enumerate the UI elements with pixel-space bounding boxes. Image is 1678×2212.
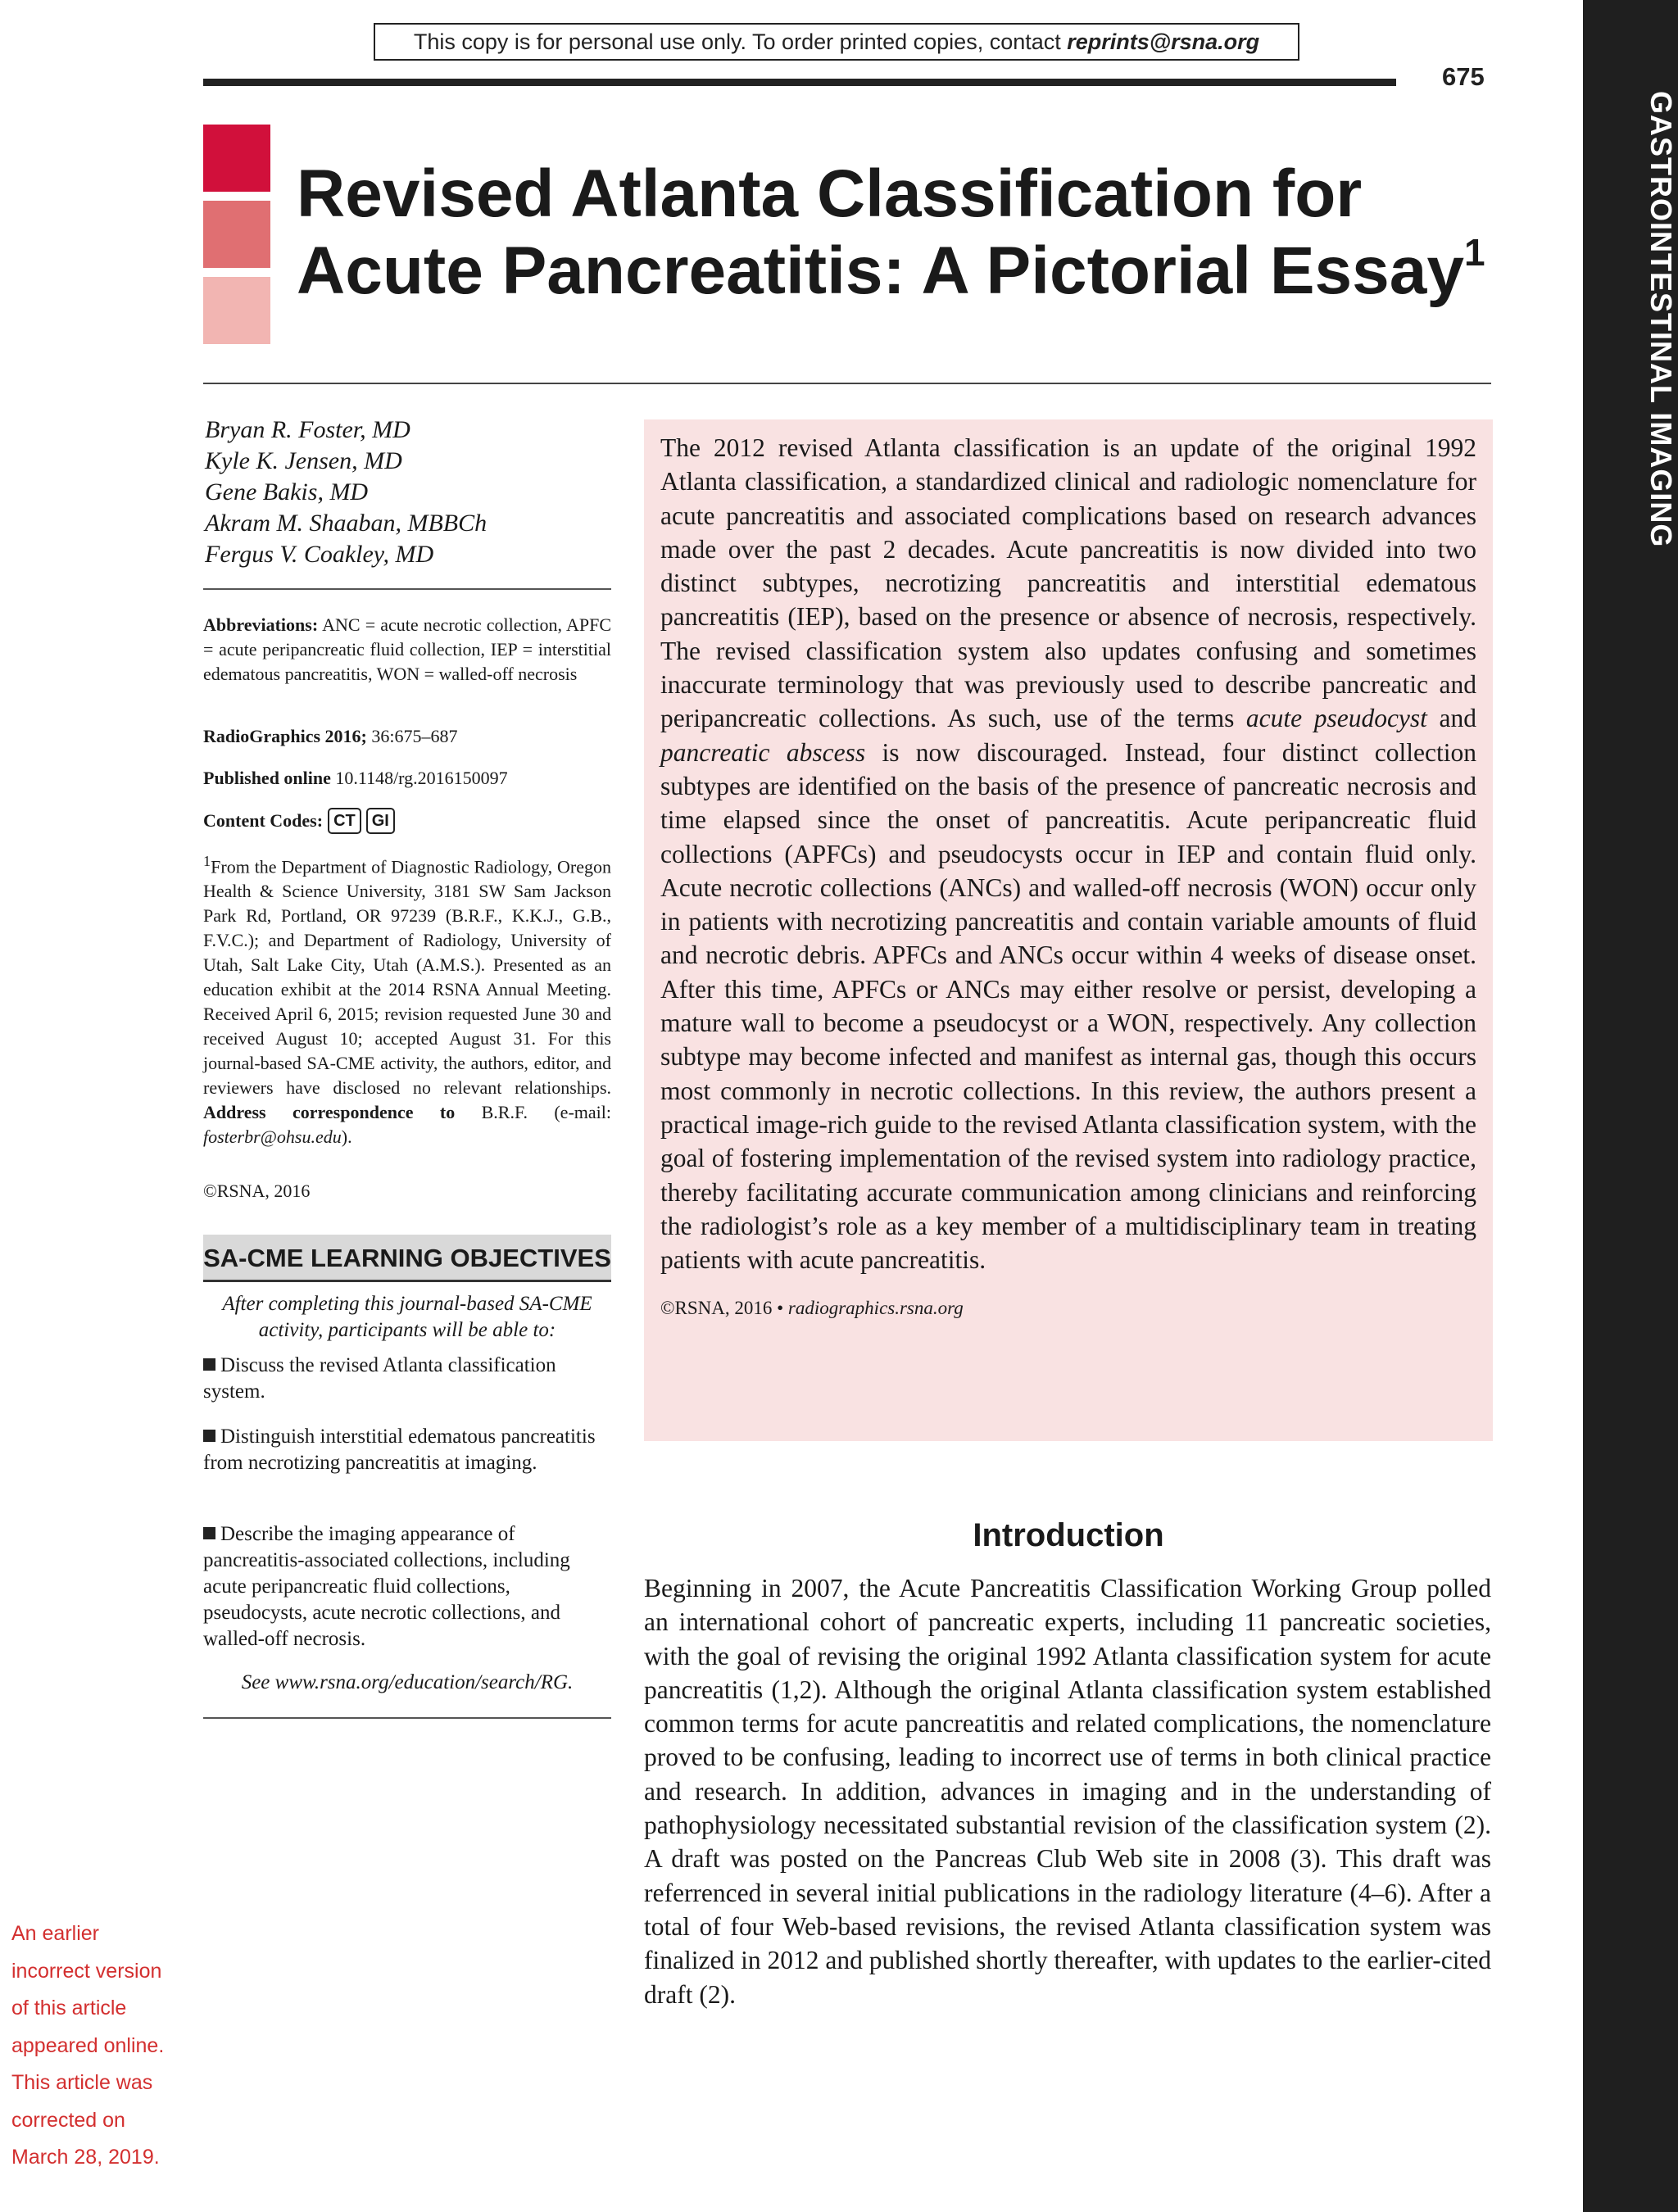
content-code-badge: GI	[366, 808, 395, 834]
sidebar-rule	[203, 1717, 611, 1719]
cme-objective	[203, 1521, 611, 1652]
title-accent-block-mid	[203, 201, 270, 268]
cme-see-also-link[interactable]: See www.rsna.org/education/search/RG.	[241, 1671, 574, 1693]
cme-intro: After completing this journal-based SA-CME activity, participants will be able to:	[222, 1293, 592, 1341]
abstract-term: acute pseudocyst	[1245, 704, 1427, 733]
citation-label: RadioGraphics 2016;	[203, 726, 367, 746]
cme-objective	[203, 1424, 611, 1476]
cme-objective-text: Distinguish interstitial edematous pancreatitis from necrotizing pancreatitis at imaging.	[203, 1426, 596, 1474]
cme-objective-text: Describe the imaging appearance of pancreatitis-associated collections, including acute peripancreatic fluid collections, pseudocysts, acute necrotic collections, and walled-off necrosis.	[203, 1523, 570, 1650]
abstract-text-part: is now discouraged. Instead, four distinct collection subtypes are identified on the basis of the presence of pancreatic necrosis and time elapsed since the onset of pancreatitis. Acute peripancreatic fluid collections (APFCs) and pseudocysts occur in IEP and contain fluid only. Acute necrotic collections (ANCs) and walled-off necrosis (WON) occur only in patients with necrotizing pancreatitis and contain variable amounts of fluid and necrotic debris. APFCs and ANCs occur within 4 weeks of disease onset. After this time, APFCs or ANCs may either resolve or persist, developing a mature wall to become a pseudocyst or a WON, respectively. Any collection subtype may become infected and manifest as internal gas, though this occurs most commonly in necrotic collections. In this review, the authors present a practical image-rich guide to the revised Atlanta classification system, with the goal of fostering implementation of the revised system into radiology practice, thereby facilitating accurate communication among clinicians and reinforcing the radiologist’s role as a key member of a multidisciplinary team in treating patients with acute pancreatitis.	[660, 737, 1476, 1275]
correspondence-end: ).	[341, 1126, 352, 1148]
abstract-term: pancreatic abscess	[660, 737, 866, 767]
author-name: Kyle K. Jensen, MD	[205, 447, 402, 474]
cme-heading: SA-CME LEARNING OBJECTIVES	[203, 1235, 611, 1282]
sidebar-rule	[203, 588, 611, 590]
bullet-square-icon	[203, 1527, 215, 1539]
content-code-badge: CT	[328, 808, 361, 834]
abstract-text	[660, 431, 1476, 1276]
article-title	[297, 156, 1526, 310]
content-codes-label: Content Codes:	[203, 810, 324, 831]
correction-line: corrected on	[11, 2108, 125, 2132]
introduction-text: Beginning in 2007, the Acute Pancreatitis Classification Working Group polled an international cohort of pancreatic experts, including 11 pancreatic societies, with the goal of revising the original 1992 Atlanta classification system for acute pancreatitis (1,2). Although the original Atlanta classification system established common terms for acute pancreatitis and related complications, the nomenclature proved to be confusing, leading to incorrect use of terms in both clinical practice and research. In addition, advances in imaging and in the understanding of pathophysiology necessitated substantial revision of the classification system (2). A draft was posted on the Pancreas Club Web site in 2008 (3). This draft was referrenced in several initial publications in the radiology literature (4–6). After a total of four Web-based revisions, the revised Atlanta classification system was finalized in 2012 and published shortly thereafter, with updates to the earlier-cited draft (2).	[644, 1574, 1491, 2009]
published-online	[203, 768, 611, 789]
reprint-notice	[374, 23, 1299, 61]
header-rule	[203, 79, 1396, 86]
correction-line: incorrect version	[11, 1959, 162, 1983]
section-label: GASTROINTESTINAL IMAGING	[1644, 91, 1678, 548]
abbreviations-text: ANC = acute necrotic collection, APFC = acute peripancreatic fluid collection, IEP = interstitial edematous pancreatitis, WON = walled-off necrosis	[203, 614, 611, 684]
cme-objective-text: Discuss the revised Atlanta classification system.	[203, 1354, 556, 1403]
citation	[203, 726, 611, 747]
author-name: Bryan R. Foster, MD	[205, 416, 410, 443]
correction-line: of this article	[11, 1997, 127, 2019]
title-rule	[203, 383, 1491, 384]
abstract-box	[644, 419, 1493, 1441]
cme-objective	[203, 1353, 611, 1405]
section-heading-introduction: Introduction	[973, 1517, 1164, 1553]
content-codes	[203, 808, 611, 834]
title-accent-block-light	[203, 277, 270, 344]
affiliation-copyright: ©RSNA, 2016	[203, 1181, 311, 1201]
abstract-text-part: and	[1426, 704, 1476, 733]
abbreviations	[203, 613, 611, 687]
correction-line: March 28, 2019.	[11, 2146, 160, 2169]
title-accent-block-dark	[203, 125, 270, 192]
author-name: Gene Bakis, MD	[205, 478, 369, 505]
abbreviations-label: Abbreviations:	[203, 614, 319, 635]
journal-website-link[interactable]: radiographics.rsna.org	[787, 1298, 964, 1319]
correspondence-text: B.R.F. (e-mail:	[455, 1102, 611, 1123]
author-list	[205, 415, 615, 570]
citation-text: 36:675–687	[366, 726, 458, 746]
bullet-square-icon	[203, 1358, 215, 1371]
correction-line: appeared online.	[11, 2033, 165, 2057]
page-number: 675	[1442, 62, 1485, 91]
affiliation-footnote	[203, 849, 611, 1149]
correction-line: An earlier	[11, 1922, 99, 1945]
reprint-email-link[interactable]: reprints@rsna.org	[1067, 29, 1260, 54]
bullet-square-icon	[203, 1430, 215, 1442]
author-name: Fergus V. Coakley, MD	[205, 541, 434, 568]
correction-line: This article was	[11, 2071, 153, 2094]
affiliation-mark: 1	[203, 853, 211, 869]
doi-link[interactable]: 10.1148/rg.2016150097	[330, 768, 508, 788]
title-footnote-mark: 1	[1463, 231, 1485, 274]
reprint-notice-text: This copy is for personal use only. To order printed copies, contact	[413, 29, 1068, 54]
abstract-copyright	[660, 1298, 1476, 1319]
abstract-text-part: The 2012 revised Atlanta classification is an update of the original 1992 Atlanta classification, a standardized clinical and radiologic nomenclature for acute pancreatitis and associated complications based on research advances made over the past 2 decades. Acute pancreatitis is now divided into two distinct subtypes, necrotizing pancreatitis and interstitial edematous pancreatitis (IEP), based on the presence or absence of necrosis, respectively. The revised classification system also updates confusing and sometimes inaccurate terminology that was previously used to describe pancreatic and peripancreatic collections. As such, use of the terms	[660, 433, 1476, 733]
affiliation-text: From the Department of Diagnostic Radiology, Oregon Health & Science University, 3181 SW Sam Jackson Park Rd, Portland, OR 97239 (B.R.F., K.K.J., G.B., F.V.C.); and Department of Radiology, University of Utah, Salt Lake City, Utah (A.M.S.). Presented as an education exhibit at the 2014 RSNA Annual Meeting. Received April 6, 2015; revision requested June 30 and received August 10; accepted August 31. For this journal-based SA-CME activity, the authors, editor, and reviewers have disclosed no relevant relationships.	[203, 856, 611, 1099]
author-name: Akram M. Shaaban, MBBCh	[205, 510, 488, 537]
article-title-text: Revised Atlanta Classification for Acute Pancreatitis: A Pictorial Essay	[297, 156, 1464, 308]
correction-note	[11, 1915, 192, 2177]
published-label: Published online	[203, 768, 331, 788]
correspondence-email-link[interactable]: fosterbr@ohsu.edu	[203, 1126, 342, 1148]
correspondence-label: Address correspondence to	[203, 1102, 456, 1123]
abstract-copyright-text: ©RSNA, 2016 •	[660, 1298, 788, 1319]
